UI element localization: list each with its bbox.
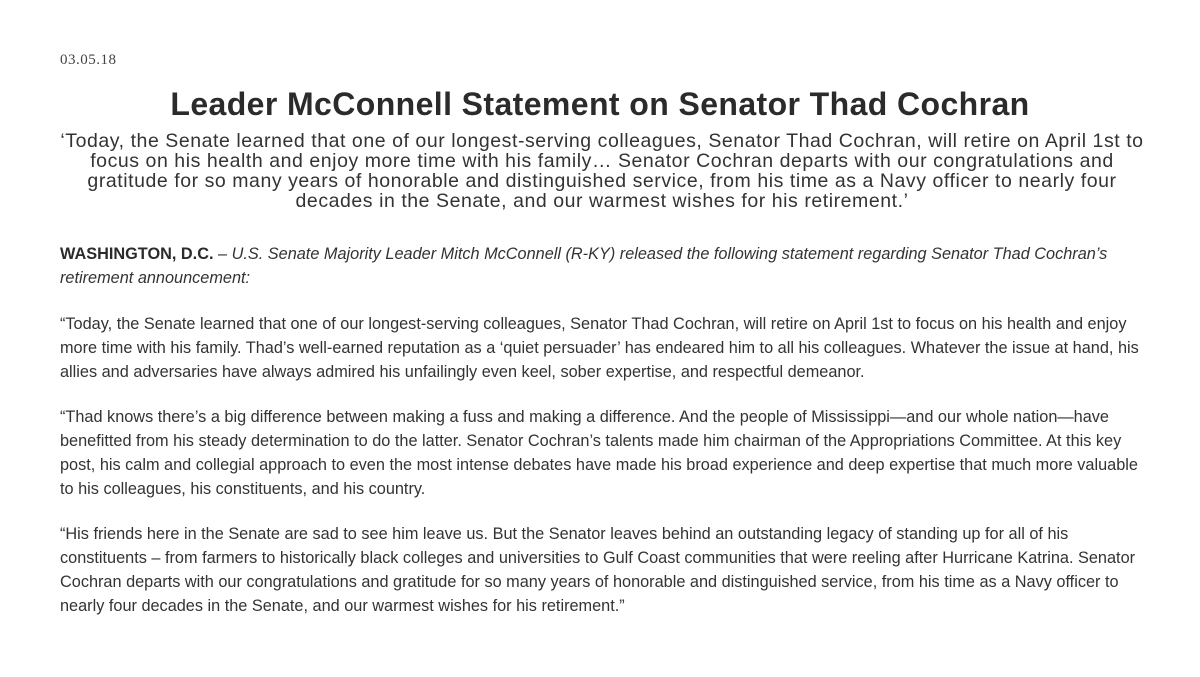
page-title: Leader McConnell Statement on Senator Thad Cochran <box>170 86 1030 122</box>
dateline: WASHINGTON, D.C. <box>60 245 214 263</box>
dateline-paragraph <box>60 242 1142 290</box>
statement-paragraph: “Today, the Senate learned that one of our longest-serving colleagues, Senator Thad Cochran, will retire on April 1st to focus on his health and enjoy more time with his family. Thad’s well-earned reputation as a ‘quiet persuader’ has endeared him to all his colleagues. Whatever the issue at hand, his allies and adversaries have always admired his unfailingly even keel, sober expertise, and respectful demeanor. <box>60 315 1139 381</box>
lead-sentence: U.S. Senate Majority Leader Mitch McConnell (R-KY) released the following statement regarding Senator Thad Cochran’s retirement announcement: <box>60 245 1108 287</box>
pull-quote-subtitle: ‘Today, the Senate learned that one of our longest-serving colleagues, Senator Thad Cochran, will retire on April 1st to focus on his health and enjoy more time with his family… Senator Cochran departs with our congratulations and gratitude for so many years of honorable and distinguished service, from his time as a Navy officer to nearly four decades in the Senate, and our warmest wishes for his retirement.’ <box>60 130 1144 212</box>
statement-paragraph: “His friends here in the Senate are sad to see him leave us. But the Senator leaves behind an outstanding legacy of standing up for all of his constituents – from farmers to historically black colleges and universities to Gulf Coast communities that were reeling after Hurricane Katrina. Senator Cochran departs with our congratulations and gratitude for so many years of honorable and distinguished service, from his time as a Navy officer to nearly four decades in the Senate, and our warmest wishes for his retirement.” <box>60 525 1136 615</box>
dateline-dash: – <box>213 245 232 263</box>
publication-date: 03.05.18 <box>60 52 117 68</box>
statement-paragraph: “Thad knows there’s a big difference between making a fuss and making a difference. And the people of Mississippi—and our whole nation—have benefitted from his steady determination to do the latter. Senator Cochran’s talents made him chairman of the Appropriations Committee. At this key post, his calm and collegial approach to even the most intense debates have made his broad experience and deep expertise that much more valuable to his colleagues, his constituents, and his country. <box>60 408 1138 498</box>
